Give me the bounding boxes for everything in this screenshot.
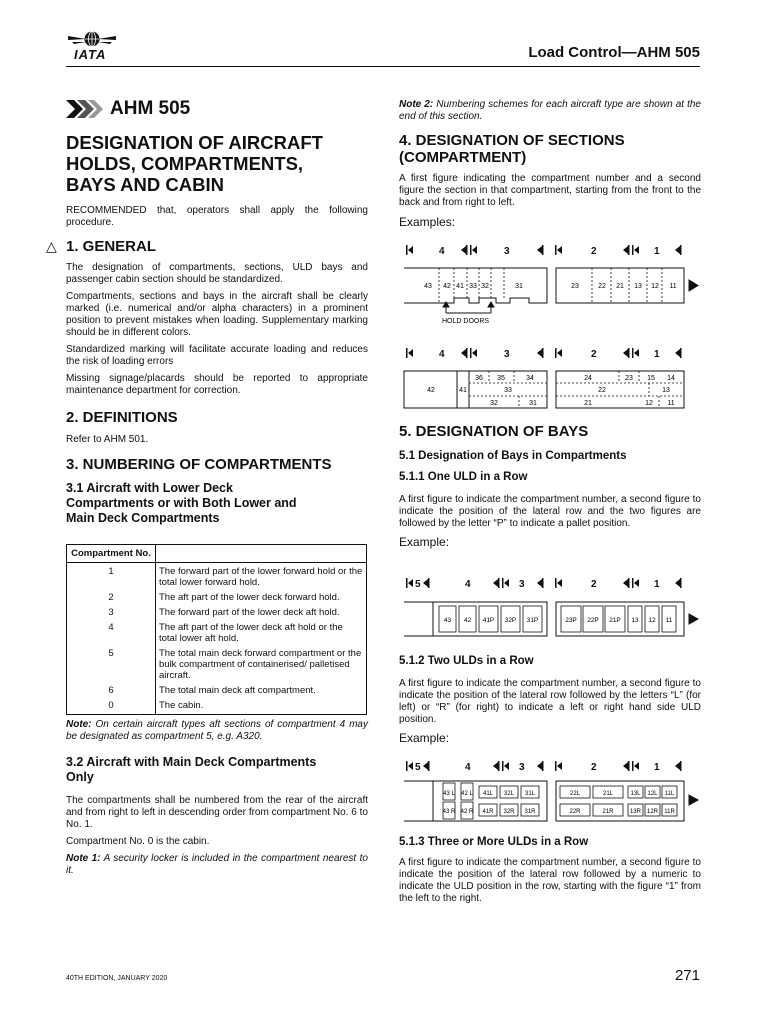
compartment-label: 4	[439, 349, 445, 360]
right-column	[399, 99, 701, 229]
bay-label: 42	[463, 617, 472, 624]
compartment-label: 2	[591, 349, 597, 360]
table-row	[67, 621, 367, 647]
bay-label: 13R	[629, 809, 642, 815]
section-3-2-paragraph: The compartments shall be numbered from the rear of the aircraft and from right to left in descending order from compartment No. 6 to No. 1.	[66, 795, 368, 830]
compartment-label: 1	[654, 762, 660, 773]
section-5-1-1-heading: 5.1.1 One ULD in a Row	[399, 471, 528, 483]
sections-diagram-1	[399, 238, 704, 328]
example-label: Example:	[399, 535, 450, 549]
hold-door-pointers	[443, 302, 494, 313]
table-cell: 1	[67, 563, 156, 592]
bays-diagram-2	[399, 755, 704, 825]
bay-label: 12	[648, 617, 656, 624]
compartment-label: 3	[519, 579, 525, 590]
compartment-marker-row	[406, 348, 682, 360]
section-label: 32	[490, 400, 498, 407]
section-5-1-2-heading: 5.1.2 Two ULDs in a Row	[399, 655, 534, 667]
section-5-1-2-text: A first figure to indicate the compartment number, a second figure to indicate the position of the lateral row followed by the letters “L” (for left) or “R” (for right) to indicate a left or right hand side ULD position.	[399, 678, 701, 725]
change-marker-icon: △	[46, 238, 57, 254]
bay-label: 43 L	[443, 791, 455, 797]
bay-label: 31R	[524, 809, 536, 815]
bay-label: 13L	[630, 791, 641, 797]
header-rule	[66, 66, 700, 67]
table-header-row	[67, 545, 367, 563]
table-header-cell: Compartment No.	[67, 545, 156, 563]
section-label: 14	[667, 375, 675, 382]
section-label: 32	[481, 283, 489, 290]
bays-diagram-1	[399, 572, 704, 642]
bay-label: 12R	[646, 809, 659, 815]
bay-label: 32L	[503, 791, 515, 797]
section-label: 42	[427, 387, 435, 394]
table-cell: The total main deck aft compartment.	[156, 684, 367, 699]
table-cell: 4	[67, 621, 156, 647]
bay-label: 31P	[526, 617, 539, 624]
section-1-paragraph: Standardized marking will facilitate accurate loading and reduces the risk of loading errors	[66, 344, 368, 367]
section-label: 35	[497, 375, 505, 382]
table-row	[67, 591, 367, 606]
section-1-heading: 1. GENERAL	[66, 238, 157, 255]
main-title-line: DESIGNATION OF AIRCRAFT	[66, 132, 323, 153]
compartment-marker-row	[406, 245, 682, 257]
bay-label: 21P	[609, 617, 621, 624]
compartment-label: 2	[591, 579, 597, 590]
section-5-1-2-block	[399, 654, 701, 745]
bay-label: 41P	[482, 617, 495, 624]
section-label: 33	[469, 283, 477, 290]
note-2-text: Numbering schemes for each aircraft type are shown at the end of this section.	[399, 99, 701, 122]
note-text: On certain aircraft types aft sections of compartment 4 may be designated as compartment 5, e.g. A320.	[66, 719, 368, 742]
uld-boxes	[439, 606, 676, 632]
section-label: 11	[667, 400, 675, 407]
left-column	[46, 96, 368, 877]
main-title-line: BAYS AND CABIN	[66, 174, 224, 195]
section-2-text: Refer to AHM 501.	[66, 434, 149, 445]
bay-label: 11	[665, 617, 673, 624]
table-row	[67, 684, 367, 699]
bay-label: 43 R	[442, 809, 456, 815]
section-label: 43	[424, 283, 432, 290]
iata-logo-text: IATA	[74, 47, 107, 62]
section-5-1-3-text: A first figure to indicate the compartment number, a second figure to indicate the position of the lateral row followed by a numeric to indicate the ULD position in the row, starting with the figure “1” from the left to the right.	[399, 857, 701, 904]
section-label: 42	[443, 283, 451, 290]
section-labels	[427, 375, 675, 407]
note-1	[66, 853, 368, 877]
section-label: 21	[616, 283, 624, 290]
bay-label: 32P	[504, 617, 517, 624]
section-label: 11	[669, 283, 677, 290]
note-label: Note:	[66, 719, 92, 730]
table-cell: 5	[67, 647, 156, 684]
section-label: 31	[529, 400, 537, 407]
bay-label: 42 R	[460, 809, 474, 815]
compartment-label: 4	[465, 762, 471, 773]
bay-label: 13	[631, 617, 639, 624]
ahm-title-row	[66, 96, 368, 122]
compartment-label: 1	[654, 579, 660, 590]
section-1-paragraph: The designation of compartments, sections, ULD bays and passenger cabin section should be standardized.	[66, 262, 368, 285]
section-1-paragraph: Compartments, sections and bays in the aircraft shall be clearly marked (i.e. numerical and/or alpha characters) in a prominent position to prevent mistakes when loading. Supplementary marking should be in different colors.	[66, 291, 368, 338]
section-5-1-3-heading: 5.1.3 Three or More ULDs in a Row	[399, 836, 589, 848]
bay-label: 42 L	[461, 791, 473, 797]
sections-diagram-2	[399, 343, 704, 413]
ahm-code: AHM 505	[110, 98, 191, 119]
compartment-label: 5	[415, 762, 421, 773]
table-cell: 0	[67, 699, 156, 715]
table-row	[67, 699, 367, 715]
section-3-1-heading: 3.1 Aircraft with Lower Deck Compartments or with Both Lower and Main Deck Compartments	[66, 481, 297, 525]
note-1-label: Note 1:	[66, 853, 101, 864]
table-cell: 2	[67, 591, 156, 606]
hold-outline	[404, 781, 698, 821]
section-label: 33	[504, 387, 512, 394]
bay-label: 41L	[482, 791, 494, 797]
section-5-1-3-block	[399, 835, 701, 910]
compartment-label: 4	[465, 579, 471, 590]
compartment-label: 4	[439, 246, 445, 257]
section-labels	[424, 283, 677, 290]
section-label: 12	[651, 283, 659, 290]
intro-paragraph: RECOMMENDED that, operators shall apply the following procedure.	[66, 205, 368, 228]
page-number: 271	[674, 967, 700, 984]
section-5-1-1-text: A first figure to indicate the compartment number, a second figure to indicate the position of the lateral row and the two figures are followed by the letter “P” to indicate a pallet position.	[399, 494, 701, 529]
section-3-2-heading: 3.2 Aircraft with Main Deck Compartments Only	[66, 755, 317, 784]
section-label: 41	[459, 387, 467, 394]
compartment-label: 2	[591, 762, 597, 773]
bay-label: 21R	[602, 809, 614, 815]
bay-label: 31L	[524, 791, 536, 797]
compartment-label: 2	[591, 246, 597, 257]
bay-label: 11L	[664, 791, 675, 797]
note-2	[399, 99, 701, 123]
compartment-marker-row	[406, 578, 682, 590]
section-label: 34	[526, 375, 534, 382]
table-cell: The cabin.	[156, 699, 367, 715]
uld-boxes	[443, 783, 677, 819]
bay-labels-right	[443, 809, 676, 815]
examples-label: Examples:	[399, 215, 456, 229]
section-2-heading: 2. DEFINITIONS	[66, 409, 178, 426]
bay-label: 11R	[664, 809, 675, 815]
edition-label: 40TH EDITION, JANUARY 2020	[66, 975, 168, 982]
iata-logo	[66, 30, 118, 62]
bay-label: 43	[443, 617, 452, 624]
section-label: 23	[571, 283, 579, 290]
section-label: 24	[584, 375, 592, 382]
compartment-label: 3	[504, 246, 510, 257]
section-label: 23	[625, 375, 633, 382]
section-3-heading: 3. NUMBERING OF COMPARTMENTS	[66, 456, 332, 473]
hold-doors-label: HOLD DOORS	[442, 318, 490, 325]
main-title	[66, 132, 368, 195]
compartment-label: 1	[654, 349, 660, 360]
bay-label: 12L	[647, 791, 658, 797]
chevron-arrows-icon	[66, 100, 104, 118]
table-cell: The forward part of the lower deck aft hold.	[156, 606, 367, 621]
bay-label: 32R	[503, 809, 515, 815]
section-label: 22	[598, 283, 606, 290]
section-5-block	[399, 423, 701, 549]
table-cell: The aft part of the lower deck aft hold or the total lower aft hold.	[156, 621, 367, 647]
compartment-label: 3	[519, 762, 525, 773]
section-3-2-paragraph: Compartment No. 0 is the cabin.	[66, 836, 210, 847]
table-row	[67, 647, 367, 684]
bay-label: 22L	[569, 791, 581, 797]
section-label: 31	[515, 283, 523, 290]
main-title-line: HOLDS, COMPARTMENTS,	[66, 153, 304, 174]
section-5-1-heading: 5.1 Designation of Bays in Compartments	[399, 450, 627, 462]
table-cell: The total main deck forward compartment or the bulk compartment of containerised/ palletised aircraft.	[156, 647, 367, 684]
bay-label: 22R	[569, 809, 581, 815]
bay-label: 21L	[602, 791, 614, 797]
note-2-label: Note 2:	[399, 99, 434, 110]
bay-label: 22P	[587, 617, 599, 624]
section-4-text: A first figure indicating the compartment number and a second figure the section in that compartment, starting from the front to the back and from right to left.	[399, 173, 701, 208]
compartment-label: 3	[504, 349, 510, 360]
bay-labels-left	[443, 791, 675, 797]
section-label: 13	[634, 283, 642, 290]
note-1-text: A security locker is included in the compartment nearest to it.	[66, 853, 368, 876]
table-cell: The aft part of the lower deck forward hold.	[156, 591, 367, 606]
section-5-heading: 5. DESIGNATION OF BAYS	[399, 423, 589, 440]
section-4-heading: 4. DESIGNATION OF SECTIONS (COMPARTMENT)	[399, 132, 625, 166]
table-row	[67, 606, 367, 621]
section-label: 41	[456, 283, 464, 290]
example-label: Example:	[399, 731, 450, 745]
running-title: Load Control—AHM 505	[528, 44, 700, 61]
hold-outline	[404, 371, 684, 408]
bay-label: 23P	[565, 617, 577, 624]
compartment-table	[66, 544, 367, 715]
section-label: 36	[475, 375, 483, 382]
section-label: 13	[662, 387, 670, 394]
section-label: 15	[647, 375, 655, 382]
bay-label: 41R	[482, 809, 494, 815]
table-note	[66, 719, 368, 743]
compartment-label: 1	[654, 246, 660, 257]
bay-labels	[444, 617, 673, 624]
section-label: 21	[584, 400, 592, 407]
compartment-label: 5	[415, 579, 421, 590]
table-header-cell	[156, 545, 367, 563]
table-cell: 3	[67, 606, 156, 621]
section-1-paragraph: Missing signage/placards should be reported to appropriate maintenance department for correction.	[66, 373, 368, 396]
section-1-heading-row	[46, 238, 368, 255]
section-label: 12	[645, 400, 653, 407]
table-cell: 6	[67, 684, 156, 699]
section-label: 22	[598, 387, 606, 394]
table-row	[67, 563, 367, 592]
table-cell: The forward part of the lower forward hold or the total lower forward hold.	[156, 563, 367, 592]
compartment-marker-row	[406, 761, 682, 773]
